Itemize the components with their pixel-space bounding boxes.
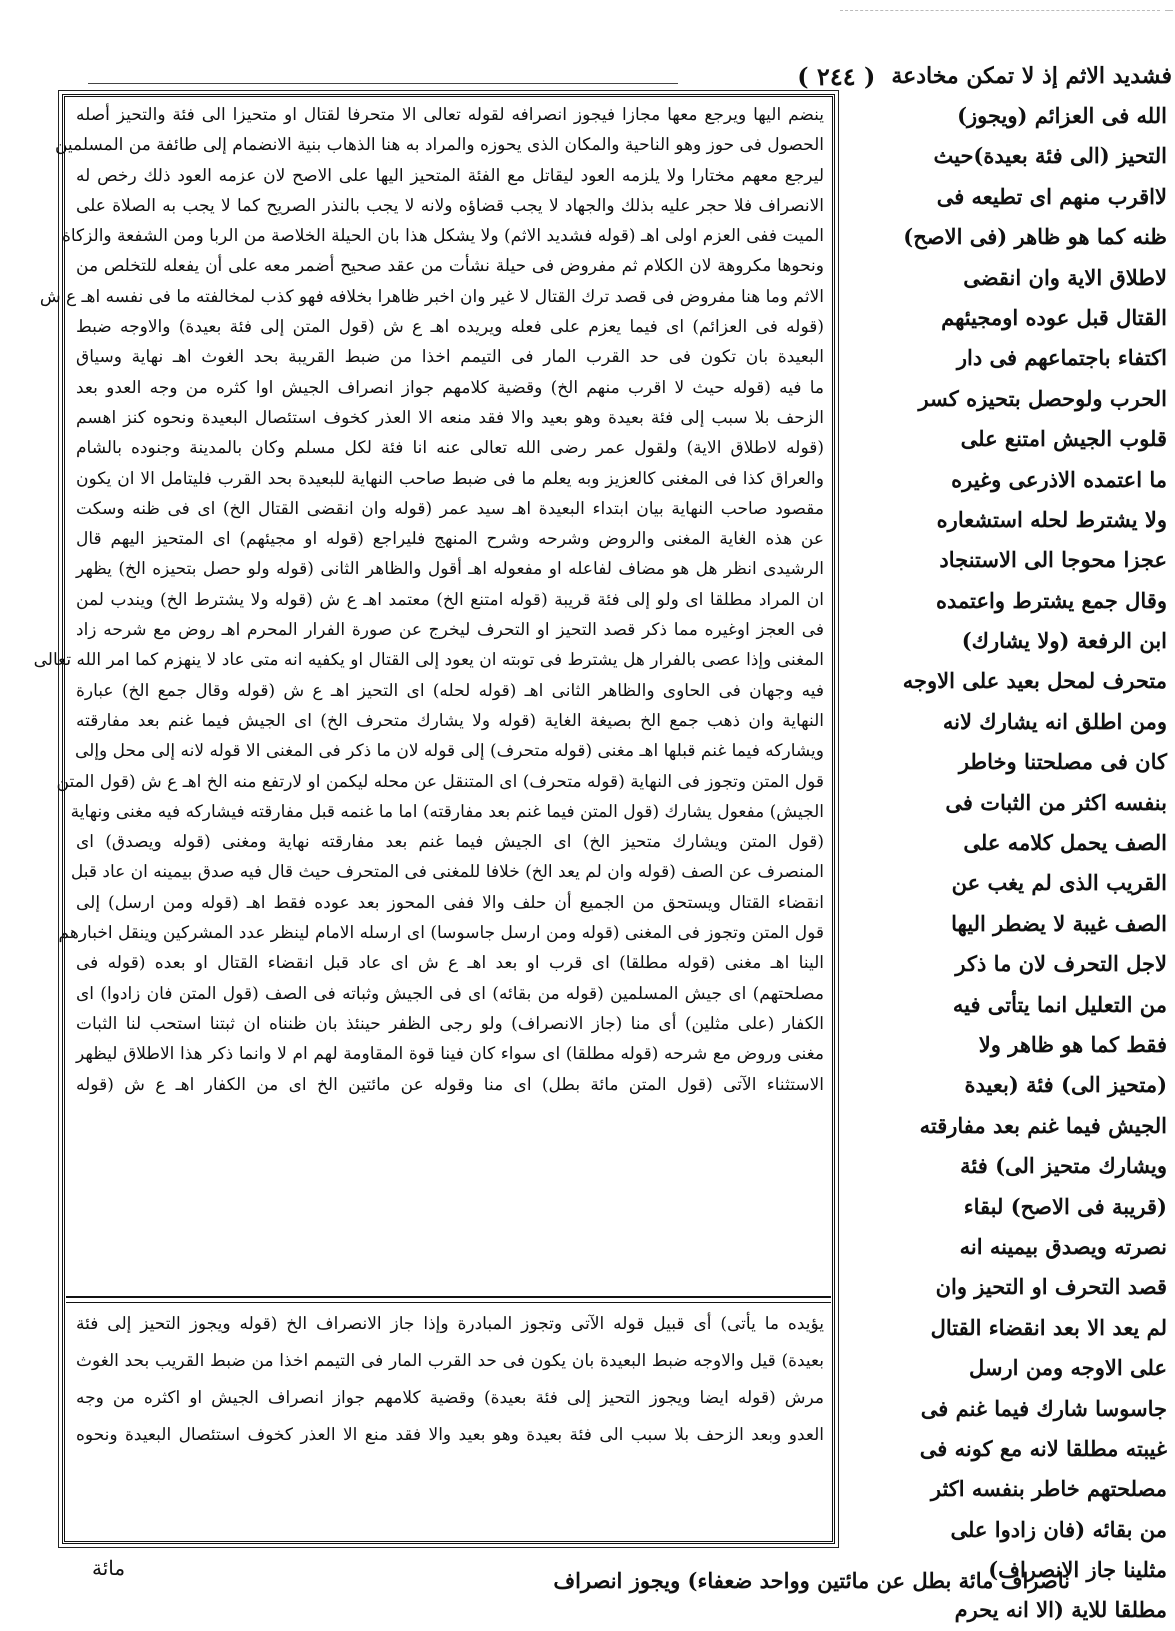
side-text-line: فقط كما هو ظاهر ولا xyxy=(978,1031,1167,1057)
commentary-line: المنصرف عن الصف (قوله وان لم يعد الخ) خلافا للمغنى فى المتحرف حيث قال فيه صدق بيمينه ان عاد قبل xyxy=(70,862,824,883)
side-text-line: الصف غيبة لا يضطر اليها xyxy=(951,910,1167,936)
commentary-line: النهاية وان ذهب جمع الخ بصيغة الغاية (قوله ولا يشارك متحرف الخ) اى الجيش فيما غنم بعد مفارقته xyxy=(76,710,824,731)
commentary-line: عن هذه الغاية المغنى والروض وشرحه وشرح المنهج فليراجع (قوله او مجيئهم) اى المتحيز اليهم قال xyxy=(76,529,824,550)
commentary-line: قول المتن وتجوز فى المغنى (قوله ومن ارسل جاسوسا) اى ارسله الامام لينظر عدد المشركين وينقل اخبارهم xyxy=(58,923,824,944)
side-text-line: (قريبة فى الاصح) لبقاء xyxy=(963,1193,1167,1219)
side-text-line: على الاوجه ومن ارسل xyxy=(969,1355,1167,1381)
commentary-line: مصلحتهم) اى جيش المسلمين (قوله من بقائه) اى فى الجيش وثباته فى الصف (قول المتن فان زادوا) اى xyxy=(76,983,824,1004)
commentary-line: الحصول فى حوز وهو الناحية والمكان الذى يحوزه والمراد به هنا الذهاب بنية الانضمام إلى طائفة من المسلمين xyxy=(54,135,824,156)
footnote-line: يؤيده ما يأتى) أى قبيل قوله الآتى وتجوز المبادرة وإذا جاز الانصراف الخ (قوله ويجوز التحيز إلى فئة xyxy=(76,1314,824,1334)
side-text-line: (متحيز الى) فئة (بعيدة xyxy=(964,1072,1167,1098)
commentary-line: فيه وجهان فى الحاوى والظاهر الثانى اهـ (قوله لحله) اى التحيز اهـ ع ش (قوله وقال جمع الخ) عبارة xyxy=(76,680,824,701)
side-column-text xyxy=(845,96,1167,1623)
side-text-line: لااقرب منهم اى تطيعه فى xyxy=(936,183,1167,209)
side-text-line: لاجل التحرف لان ما ذكر xyxy=(955,951,1167,977)
side-text-line: عجزا محوجا الى الاستنجاد xyxy=(939,547,1167,573)
commentary-line: (قوله فى العزائم) اى فيما يعزم على فعله ويريده اهـ ع ش (قول المتن إلى فئة بعيدة) والاوجه ضبط xyxy=(76,317,824,338)
commentary-line: الينا اهـ مغنى (قوله مطلقا) اى قرب او بعد اهـ ع ش اى عاد قبل انقضاء القتال او بعده (قوله فى xyxy=(76,953,824,974)
side-text-line: كان فى مصلحتنا وخاطر xyxy=(958,749,1167,775)
page-number: ( ٢٤٤ ) xyxy=(797,61,876,91)
commentary-line: المغنى وإذا عصى بالفرار هل يشترط فى توبته ان يعود إلى القتال او يكفيه انه متى عاد لا ينهزم كما امر الله تعالى xyxy=(33,650,824,671)
side-text-line: من التعليل انما يتأتى فيه xyxy=(952,991,1167,1017)
side-text-line: نصرته ويصدق بيمينه انه xyxy=(959,1233,1167,1259)
page-signature: مائة xyxy=(92,1556,126,1580)
commentary-line: ويشاركه فيما غنم قبلها اهـ مغنى (قوله متحرف) إلى قوله لان ما ذكر فى المغنى الا قوله لانه إلى محل وإلى xyxy=(74,741,824,762)
side-text-line: القتال قبل عوده اومجيئهم xyxy=(941,304,1167,330)
commentary-line: البعيدة بان تكون فى حد القرب المار فى التيمم اخذا من ضبط القريبة بحد الغوث اهـ نهاية وسياق xyxy=(76,347,824,368)
footnote-line: بعيدة) قيل والاوجه ضبط البعيدة بان يكون فى حد القرب المار فى التيمم اخذا من ضبط القريب بحد الغوث xyxy=(76,1351,824,1371)
side-text-line: ومن اطلق انه يشارك لانه xyxy=(942,708,1167,734)
side-text-line: جاسوسا شارك فيما غنم فى xyxy=(920,1395,1167,1421)
commentary-line: (قول المتن ويشارك متحيز الخ) اى الجيش فيما غنم بعد مفارقته نهاية ومغنى (قوله ويصدق) اى xyxy=(76,832,824,853)
side-text-line: الجيش فيما غنم بعد مفارقته xyxy=(919,1112,1167,1138)
side-text-line: وقال جمع يشترط واعتمده xyxy=(936,587,1167,613)
commentary-line: ما فيه (قوله حيث لا اقرب منهم الخ) وقضية كلامهم جواز انصراف الجيش اوا كثره من وجه العدو بعد xyxy=(76,377,824,398)
commentary-line: الانصراف فلا حجر عليه بذلك والجهاد لا يجب قضاؤه ولانه لا يجب بالنذر الصريح كما لا يجب به الصلاة على xyxy=(76,195,824,216)
commentary-line: ونحوها مكروهة لان الكلام ثم مفروض فى حيلة نشأت من عقد صحيح أضمر معه على أن يفعله للتخلص من xyxy=(76,256,824,277)
footnote-text xyxy=(76,1306,824,1534)
side-text-line: ولا يشترط لحله استشعاره xyxy=(936,506,1167,532)
commentary-line: ان المراد مطلقا اى ولو إلى فئة قريبة (قوله امتنع الخ) معتمد اهـ ع ش (قوله ولا يشترط الخ) ويندب لمن xyxy=(76,589,824,610)
commentary-line: فى العجز اوغيره مما ذكر قصد التحيز او التحرف ليخرج عن صورة الفرار المحرم اهـ روض مع شرحه زاد xyxy=(76,620,824,641)
commentary-line: الزحف بلا سبب إلى فئة بعيدة وهو بعيد والا فقد منعه الا العذر كخوف استئصال البعيدة ونحوه كنز اهسم xyxy=(76,407,824,428)
side-text-line: لم يعد الا بعد انقضاء القتال xyxy=(930,1314,1167,1340)
commentary-line: قول المتن وتجوز فى النهاية (قوله متحرف) اى المتنقل عن محله ليكمن او لارتفع منه الخ اهـ ع ش (قول المتن xyxy=(56,771,824,792)
side-text-line: ظنه كما هو ظاهر (فى الاصح) xyxy=(903,224,1167,250)
commentary-line: مقصود صاحب النهاية بيان ابتداء البعيدة اهـ سيد عمر (قوله وان انقضى القتال الخ) اى فى ظنه وسكت xyxy=(76,498,824,519)
commentary-line: والعراق كذا فى المغنى كالعزيز وبه يعلم ما فى ضبط صاحب النهاية للبعيدة بحد القرب فليتامل الا ان يكون xyxy=(76,468,824,489)
side-text-line: القريب الذى لم يغب عن xyxy=(951,870,1167,896)
running-title: فشديد الاثم إذ لا تمكن مخادعة xyxy=(891,63,1172,89)
commentary-line: (قوله لاطلاق الاية) ولقول عمر رضى الله تعالى عنه انا فئة لكل مسلم وكان بالمدينة وجنوده بالشام xyxy=(76,438,824,459)
side-text-line: اكتفاء باجتماعهم فى دار xyxy=(956,345,1167,371)
side-text-line: ويشارك متحيز الى) فئة xyxy=(960,1153,1167,1179)
side-text-line: ما اعتمده الاذرعى وغيره xyxy=(951,466,1167,492)
catchword-line: ناصراف مائة بطل عن مائتين وواحد ضعفاء) ويجوز انصراف xyxy=(553,1568,1070,1593)
commentary-line: الاستثناء الآتى (قول المتن مائة بطل) اى منا وقوله عن مائتين الخ اى من الكفار اهـ ع ش (قوله xyxy=(76,1074,824,1095)
commentary-line: انقضاء القتال ويستحق من الجميع أن حلف والا ففى المحوز بعد عوده فقط اهـ (قوله ومن ارسل) إلى xyxy=(76,892,824,913)
side-text-line: ابن الرفعة (ولا يشارك) xyxy=(961,628,1167,654)
page-header xyxy=(672,58,1172,94)
footnote-divider xyxy=(66,1296,831,1303)
side-text-line: قصد التحرف او التحيز وان xyxy=(935,1274,1167,1300)
footnote-line: العدو وبعد الزحف بلا سبب الى فئة بعيدة وهو بعيد والا فقد منع الا العذر كخوف استئصال البعيدة ونحوه xyxy=(76,1425,824,1445)
header-rule xyxy=(88,83,678,84)
commentary-line: ينضم اليها ويرجع معها مجازا فيجوز انصرافه لقوله تعالى الا متحرفا لقتال او متحيزا الى فئة والتحيز أصله xyxy=(76,105,824,125)
side-text-line: مصلحتهم خاطر بنفسه اكثر xyxy=(930,1476,1167,1502)
commentary-line: الاثم وما هنا مفروض فى قصد ترك القتال لا غير وان اخبر ظاهرا بخلافه فهو كذب لمخالفته ما فى نفسه اهـ ع ش xyxy=(39,286,824,307)
top-dashed-rule xyxy=(840,10,1160,12)
side-text-line: مثلينا جاز الانصراف) xyxy=(988,1557,1167,1583)
side-text-line: الصف يحمل كلامه على xyxy=(963,830,1167,856)
side-text-line: قلوب الجيش امتنع على xyxy=(960,426,1167,452)
commentary-line: الميت ففى العزم اولى اهـ (قوله فشديد الاثم) ولا يشكل هذا بان الحيلة الخلاصة من الربا ومن الشفعة والزكاة xyxy=(61,226,824,247)
commentary-line: ليرجع معهم مختارا ولا يلزمه العود ليقاتل مع الفئة المتحيز اليها على الاصح لان عزمه العود ذلك رخص له xyxy=(76,165,824,186)
commentary-line: الرشيدى انظر هل هو مضاف لفاعله او مفعوله اهـ أقول والظاهر الثانى (قوله ولو حصل بتحيزه الخ) يظهر xyxy=(76,559,824,580)
footnote-line: مرش (قوله ايضا ويجوز التحيز إلى فئة بعيدة) وقضية كلامهم جواز انصراف الجيش او اكثره من وجه xyxy=(76,1388,824,1408)
side-text-line: بنفسه اكثر من الثبات فى xyxy=(945,789,1167,815)
side-text-line: مطلقا للاية (الا انه يحرم xyxy=(954,1597,1167,1623)
top-corner-mark xyxy=(1165,10,1173,11)
side-text-line: غيبته مطلقا لانه مع كونه فى xyxy=(919,1435,1167,1461)
commentary-text xyxy=(33,100,824,1283)
commentary-line: الجيش) مفعول يشارك (قول المتن فيما غنم بعد مفارقته) اما ما غنمه قبل مفارقته فيشاركه فيه مغنى ونهاية xyxy=(70,801,824,822)
side-text-line: الله فى العزائم (ويجوز) xyxy=(957,103,1167,128)
side-text-line: من بقائه (فان زادوا على xyxy=(950,1516,1167,1542)
side-text-line: التحيز (الى فئة بعيدة)حيث xyxy=(933,143,1167,169)
commentary-line: الكفار (على مثلين) أى منا (جاز الانصراف) ولو رجى الظفر حينئذ بان ظنناه ان ثبتنا استحب لنا الثبات xyxy=(76,1013,824,1034)
commentary-line: مغنى وروض مع شرحه (قوله مطلقا) اى سواء كان فينا قوة المقاومة لهم ام لا وانما ذكر هذا الاطلاق ليظهر xyxy=(76,1044,824,1065)
side-text-line: لاطلاق الاية وان انقضى xyxy=(963,264,1167,290)
side-text-line: متحرف لمحل بعيد على الاوجه xyxy=(902,668,1167,694)
side-text-line: الحرب ولوحصل بتحيزه كسر xyxy=(918,385,1167,411)
